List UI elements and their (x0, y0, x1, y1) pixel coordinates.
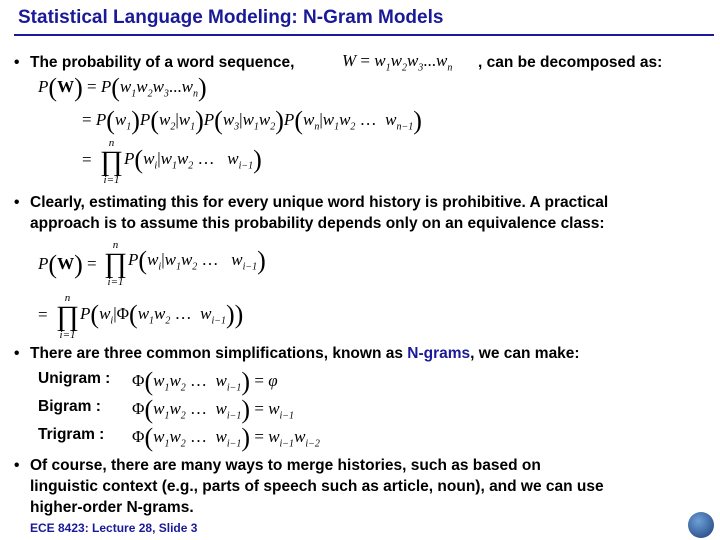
bullet-1-pre: The probability of a word sequence, (30, 54, 295, 71)
bullet-dot: • (14, 457, 20, 474)
equation-pw-2: P(W) = (38, 250, 97, 279)
product-symbol: n ∏ i=1 (100, 137, 124, 186)
bullet-3-pre: There are three common simplifications, known as (30, 345, 408, 362)
equation-w-sequence: $W = w_1w_2w_3...w_n$ (342, 51, 453, 74)
trigram-label: Trigram : (38, 426, 105, 443)
unigram-equation: $\Phi(w_1w_2$ … $w_{i-1}) = \varphi$ (132, 367, 278, 396)
bullet-3-text (30, 343, 580, 364)
bullet-2-line2: approach is to assume this probability depends only on an equivalence class: (30, 215, 605, 232)
bullet-4-line1: Of course, there are many ways to merge histories, such as based on (30, 457, 541, 474)
ngrams-term: N-grams (407, 345, 471, 362)
slide-footer: ECE 8423: Lecture 28, Slide 3 (30, 521, 198, 535)
bullet-dot: • (14, 345, 20, 362)
product-symbol-3: n ∏ i=1 (56, 292, 80, 341)
equation-product-term: $P(w_i|w_1w_2$ … $w_{i-1}$) (124, 145, 262, 174)
trigram-equation: $\Phi(w_1w_2$ … $w_{i-1}) = w_{i-1}w_{i-2}$ (132, 423, 320, 452)
bullet-1-post: , can be decomposed as: (478, 54, 663, 71)
product-symbol-2: n ∏ i=1 (104, 239, 128, 288)
bullet-4-line2: linguistic context (e.g., parts of speech such as article, noun), and we can use (30, 478, 604, 495)
bullet-dot: • (14, 194, 20, 211)
bigram-label: Bigram : (38, 398, 101, 415)
equation-eq-sign: = (82, 150, 92, 169)
equation-chain-rule: = $P(w_1)P(w_2|w_1)P(w_3|w_1w_2)P(w_n|w_1w_2$ … $w_{n-1}$) (82, 106, 422, 135)
bullet-2-line1: Clearly, estimating this for every unique word history is prohibitive. A practical (30, 194, 609, 211)
bigram-equation: $\Phi(w_1w_2$ … $w_{i-1}) = w_{i-1}$ (132, 395, 295, 424)
equation-eq-sign-2: = (38, 305, 48, 324)
bullet-4-line3: higher-order N-grams. (30, 499, 194, 516)
university-seal-icon (688, 512, 714, 538)
bullet-3-post: , we can make: (470, 345, 580, 362)
equation-product-term-2: $P(w_i|w_1w_2$ … $w_{i-1}$) (128, 246, 266, 275)
slide-title: Statistical Language Modeling: N-Gram Models (18, 7, 444, 28)
bullet-dot: • (14, 54, 20, 71)
title-divider (14, 34, 714, 36)
equation-pw: $P(W) = P(w_1w_2w_3...w_n)$ (38, 73, 207, 102)
unigram-label: Unigram : (38, 370, 111, 387)
equation-equivalence-term: $P(w_i|\Phi(w_1w_2$ … $w_{i-1}$)) (80, 300, 244, 329)
